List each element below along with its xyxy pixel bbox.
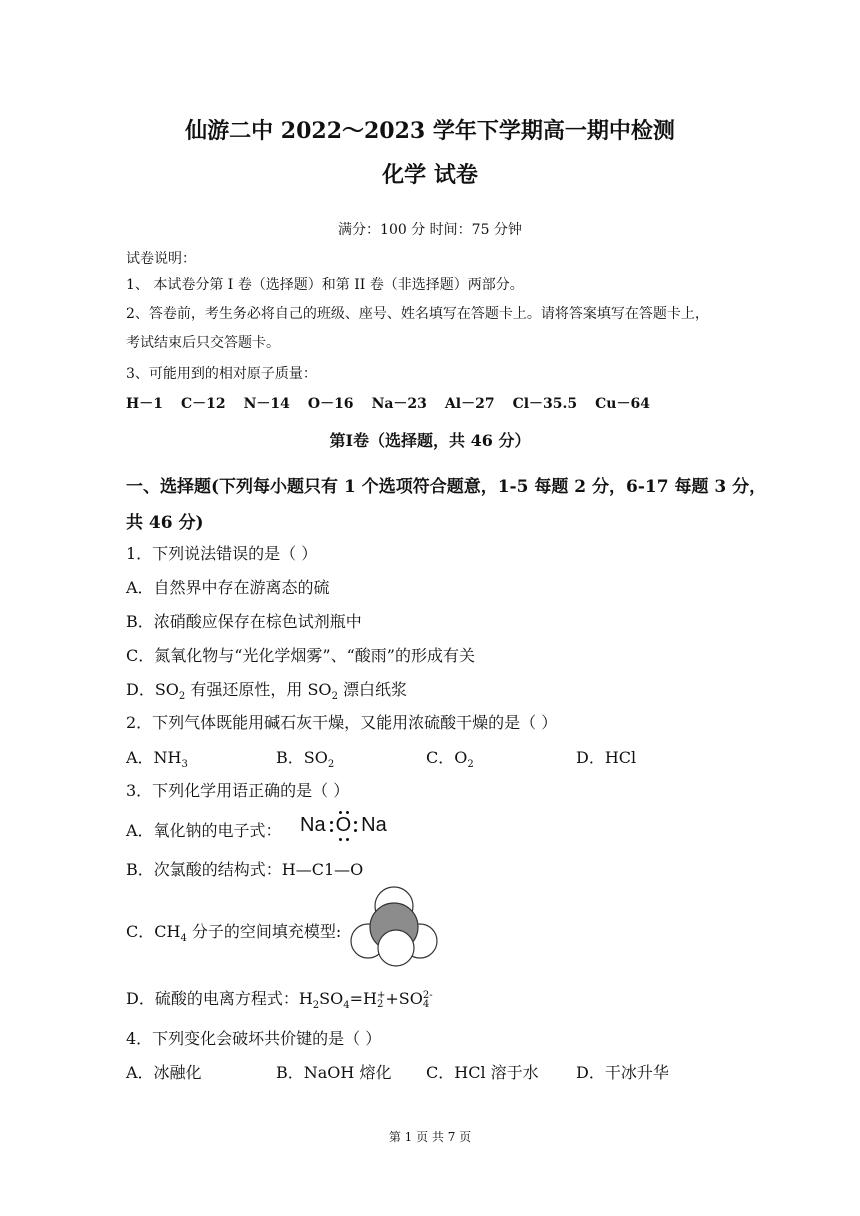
page-number: 第 1 页 共 7 页 — [388, 1130, 472, 1144]
atomic-mass-cu: Cu－64 — [595, 396, 650, 412]
atomic-mass-n: N－14 — [243, 396, 290, 412]
instructions-heading: 试卷说明： — [126, 251, 196, 267]
question-2-options — [126, 745, 636, 770]
section-title: 第Ⅰ卷（选择题，共 46 分） — [329, 431, 531, 450]
methane-space-filling-model — [348, 886, 440, 968]
instruction-item-2: 2、答卷前，考生务必将自己的班级、座号、姓名填写在答题卡上。请将答案填写在答题卡上， — [126, 306, 709, 322]
atomic-mass-al: Al－27 — [444, 396, 495, 412]
atomic-mass-na: Na－23 — [371, 396, 427, 412]
question-1-stem: 1．下列说法错误的是（ ） — [126, 544, 318, 563]
question-1-option-d: D．$SO_2$ 有强还原性，用 $SO_2$ 漂白纸浆 — [126, 680, 408, 703]
question-3-option-a: A．氧化钠的电子式： — [126, 821, 282, 840]
atomic-mass-o: O－16 — [307, 396, 354, 412]
question-4-option-d: D．干冰升华 — [576, 1063, 669, 1082]
question-3-option-c: C．$CH_4$ 分子的空间填充模型: — [126, 922, 342, 945]
question-2-option-c: C．$O_2$ — [426, 748, 474, 771]
question-4-stem: 4．下列变化会破坏共价键的是（ ） — [126, 1029, 382, 1048]
question-4-option-b: B．NaOH 熔化 — [276, 1063, 392, 1082]
question-4-option-a: A．冰融化 — [126, 1063, 202, 1082]
question-2-option-b: B．$SO_2$ — [276, 748, 335, 771]
part-heading: 一、选择题(下列每小题只有 1 个选项符合题意，1-5 每题 2 分，6-17 每题 3 分， — [126, 477, 767, 497]
instruction-item-3: 3、可能用到的相对原子质量： — [126, 366, 317, 382]
instruction-item-2-cont: 考试结束后只交答题卡。 — [126, 335, 280, 351]
exam-title: 仙游二中 2022～2023 学年下学期高一期中检测 — [185, 118, 675, 144]
atomic-mass-h: H－1 — [126, 396, 163, 412]
question-1-option-b: B．浓硝酸应保存在棕色试剂瓶中 — [126, 612, 362, 631]
question-3-option-d: D．硫酸的电离方程式：$H_2SO_4=H$ + 2 +SO 2- 4 — [126, 989, 433, 1012]
atomic-mass-cl: Cl－35.5 — [512, 396, 578, 412]
exam-subject: 化学 试卷 — [382, 162, 478, 188]
atomic-masses — [126, 393, 668, 413]
question-1-option-c: C．氮氧化物与“光化学烟雾”、“酸雨”的形成有关 — [126, 646, 475, 665]
question-2-stem: 2．下列气体既能用碱石灰干燥，又能用浓硫酸干燥的是（ ） — [126, 713, 558, 732]
atomic-mass-c: C－12 — [180, 396, 226, 412]
question-1-option-a: A．自然界中存在游离态的硫 — [126, 578, 330, 597]
exam-meta: 满分：100 分 时间：75 分钟 — [338, 222, 522, 238]
question-4-option-c: C．HCl 溶于水 — [426, 1063, 539, 1082]
sodium-oxide-electron-formula: Na O Na — [300, 814, 387, 837]
question-2-option-d: D．HCl — [576, 748, 637, 767]
instruction-item-1: 1、 本试卷分第 I 卷（选择题）和第 II 卷（非选择题）两部分。 — [126, 277, 524, 293]
question-4-options — [126, 1060, 669, 1083]
question-3-option-b: B．次氯酸的结构式：H—C1—O — [126, 860, 364, 879]
question-2-option-a: A．$NH_3$ — [126, 748, 188, 771]
question-3-stem: 3．下列化学用语正确的是（ ） — [126, 781, 350, 800]
oxygen-atom: O — [336, 814, 352, 837]
part-heading-cont: 共 46 分) — [126, 513, 204, 533]
